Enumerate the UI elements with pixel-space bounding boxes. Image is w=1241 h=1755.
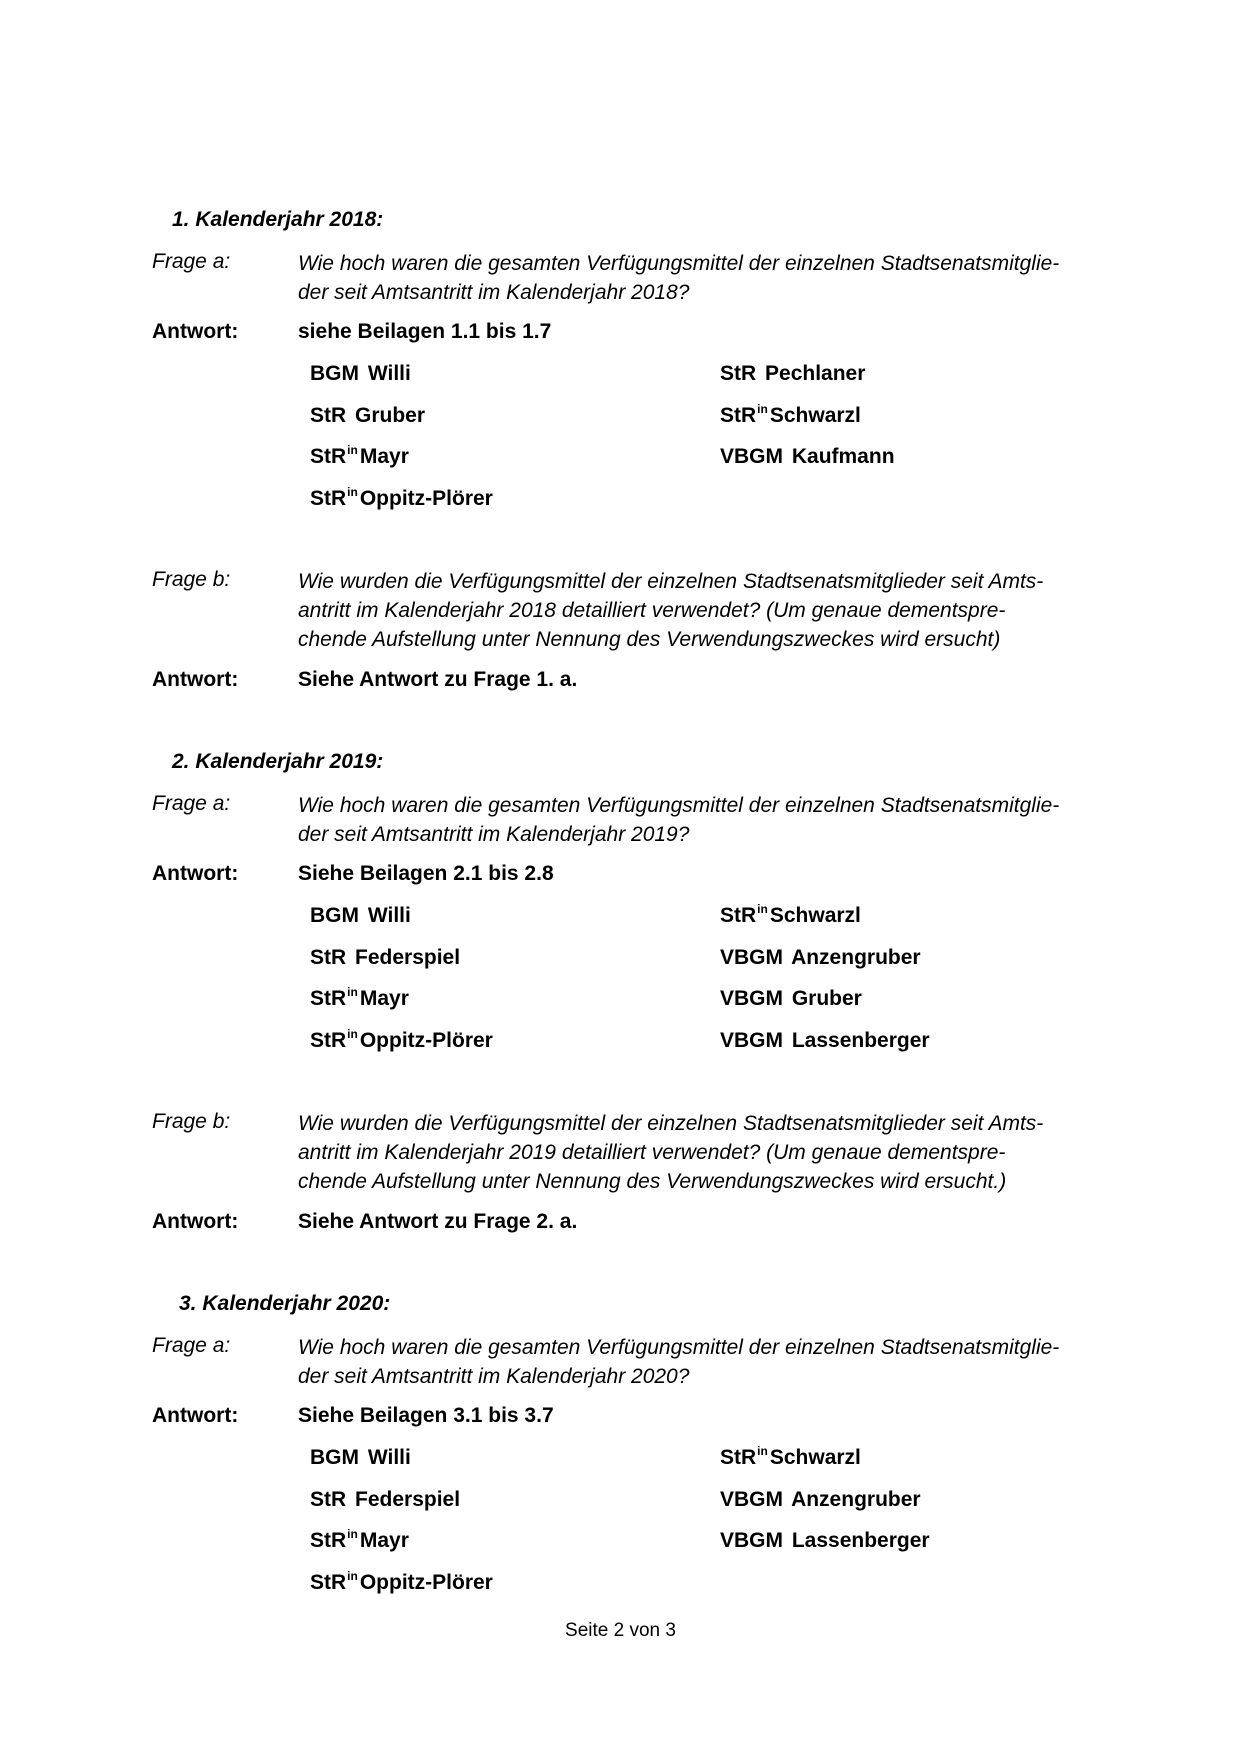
member-name: StR Pechlaner — [720, 362, 866, 385]
antwort-label: Antwort: — [152, 1404, 239, 1427]
member-name: BGM Willi — [310, 904, 411, 927]
member-name: VBGM Lassenberger — [720, 1529, 930, 1552]
frage-b-label: Frage b: — [152, 1110, 231, 1133]
question-line: Wie wurden die Verfügungsmittel der einzelnen Stadtsenatsmitglieder seit Amts- — [298, 570, 1044, 593]
frage-a-label: Frage a: — [152, 250, 231, 273]
frage-b-text — [298, 1109, 1178, 1196]
question-line: Wie hoch waren die gesamten Verfügungsmittel der einzelnen Stadtsenatsmitglie- — [298, 1336, 1060, 1359]
antwort-text: Siehe Antwort zu Frage 2. a. — [298, 1210, 578, 1233]
member-name: StR Gruber — [310, 404, 426, 427]
question-line: chende Aufstellung unter Nennung des Verwendungszweckes wird ersucht) — [298, 628, 1001, 651]
frage-b-label: Frage b: — [152, 568, 231, 591]
antwort-text: Siehe Beilagen 2.1 bis 2.8 — [298, 862, 554, 885]
member-name: StR$^{in}$Mayr — [310, 985, 409, 1010]
antwort-label: Antwort: — [152, 668, 239, 691]
antwort-text: siehe Beilagen 1.1 bis 1.7 — [298, 320, 552, 343]
member-name: StR$^{in}$Schwarzl — [720, 902, 861, 927]
member-name: BGM Willi — [310, 1446, 411, 1469]
question-line: Wie wurden die Verfügungsmittel der einzelnen Stadtsenatsmitglieder seit Amts- — [298, 1112, 1044, 1135]
member-name: VBGM Gruber — [720, 987, 862, 1010]
frage-b-text — [298, 567, 1178, 654]
member-name: StR Federspiel — [310, 946, 461, 969]
member-name: StR$^{in}$Mayr — [310, 443, 409, 468]
frage-a-text — [298, 249, 1178, 307]
question-line: Wie hoch waren die gesamten Verfügungsmittel der einzelnen Stadtsenatsmitglie- — [298, 794, 1060, 817]
page-number: Seite 2 von 3 — [565, 1620, 676, 1641]
question-line: Wie hoch waren die gesamten Verfügungsmittel der einzelnen Stadtsenatsmitglie- — [298, 252, 1060, 275]
antwort-text: Siehe Beilagen 3.1 bis 3.7 — [298, 1404, 554, 1427]
section-1-heading: 1. Kalenderjahr 2018: — [172, 208, 384, 231]
question-line: chende Aufstellung unter Nennung des Verwendungszweckes wird ersucht.) — [298, 1170, 1007, 1193]
frage-a-text — [298, 1333, 1178, 1391]
member-name: StR$^{in}$Schwarzl — [720, 1444, 861, 1469]
member-name: VBGM Anzengruber — [720, 946, 921, 969]
antwort-text: Siehe Antwort zu Frage 1. a. — [298, 668, 578, 691]
member-name: StR$^{in}$Oppitz-Plörer — [310, 1569, 493, 1594]
member-name: VBGM Kaufmann — [720, 445, 895, 468]
member-name: StR$^{in}$Oppitz-Plörer — [310, 485, 493, 510]
member-name: StR$^{in}$Mayr — [310, 1527, 409, 1552]
member-name: StR$^{in}$Schwarzl — [720, 402, 861, 427]
question-line: antritt im Kalenderjahr 2018 detailliert verwendet? (Um genaue dementspre- — [298, 599, 1006, 622]
antwort-label: Antwort: — [152, 1210, 239, 1233]
member-name: StR Federspiel — [310, 1488, 461, 1511]
question-line: antritt im Kalenderjahr 2019 detailliert verwendet? (Um genaue dementspre- — [298, 1141, 1006, 1164]
question-line: der seit Amtsantritt im Kalenderjahr 2020? — [298, 1365, 690, 1388]
section-2-heading: 2. Kalenderjahr 2019: — [172, 750, 384, 773]
frage-a-text — [298, 791, 1178, 849]
member-name: BGM Willi — [310, 362, 411, 385]
section-3-heading: 3. Kalenderjahr 2020: — [179, 1292, 391, 1315]
question-line: der seit Amtsantritt im Kalenderjahr 2018? — [298, 281, 690, 304]
member-name: StR$^{in}$Oppitz-Plörer — [310, 1027, 493, 1052]
antwort-label: Antwort: — [152, 320, 239, 343]
frage-a-label: Frage a: — [152, 792, 231, 815]
member-name: VBGM Lassenberger — [720, 1029, 930, 1052]
frage-a-label: Frage a: — [152, 1334, 231, 1357]
antwort-label: Antwort: — [152, 862, 239, 885]
member-name: VBGM Anzengruber — [720, 1488, 921, 1511]
question-line: der seit Amtsantritt im Kalenderjahr 2019? — [298, 823, 690, 846]
